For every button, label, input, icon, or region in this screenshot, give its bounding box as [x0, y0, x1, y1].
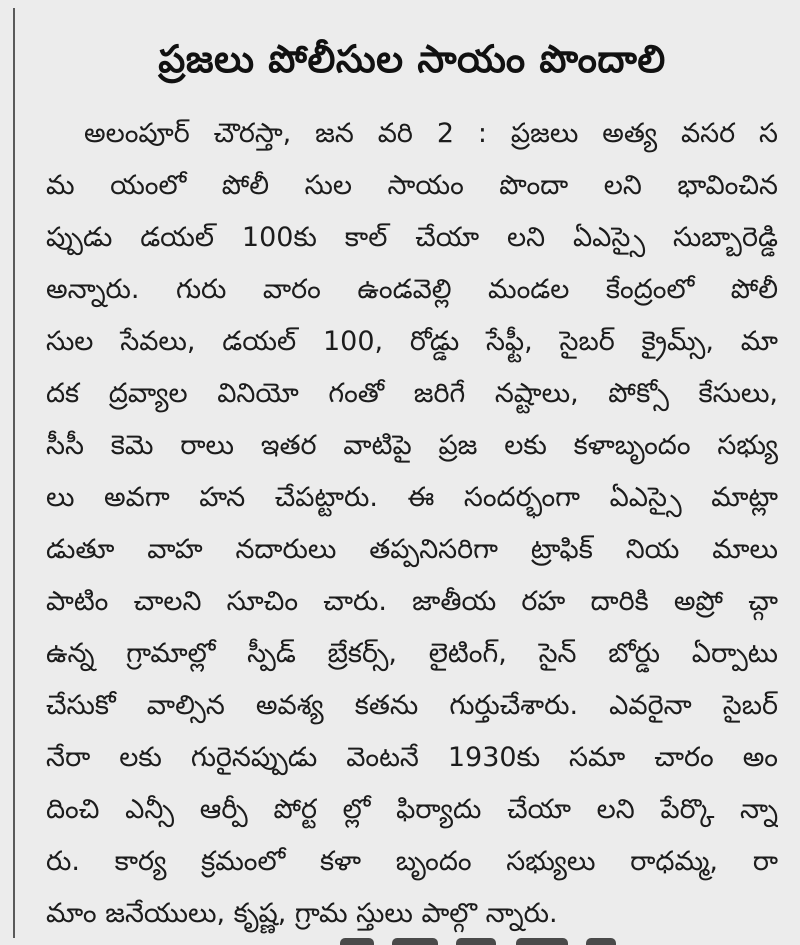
- article-line: ప్పుడు డయల్ 100కు కాల్ చేయా లని ఏఎస్సై సుబ్బారెడ్డి: [46, 222, 778, 253]
- article-line: మాం జనేయులు, కృష్ణ, గ్రామ స్తులు పాల్గొ న్నారు.: [46, 898, 558, 929]
- article-line: చేసుకో వాల్సిన అవశ్య కతను గుర్తుచేశారు. ఎవరైనా సైబర్: [46, 690, 778, 721]
- article-line: లు అవగా హన చేపట్టారు. ఈ సందర్భంగా ఏఎస్సై మాట్లా: [46, 482, 778, 513]
- article-headline: ప్రజలు పోలీసుల సాయం పొందాలి: [158, 37, 666, 81]
- article-line: దక ద్రవ్యాల వినియో గంతో జరిగే నష్టాలు, పోక్సో కేసులు,: [46, 378, 778, 409]
- article-line: డుతూ వాహ నదారులు తప్పనిసరిగా ట్రాఫిక్ నియ మాలు: [46, 534, 778, 565]
- article-line: దించి ఎన్సీ ఆర్పీ పోర్ట ల్లో ఫిర్యాదు చేయా లని పేర్కొ న్నా: [46, 794, 778, 825]
- column-divider: [13, 8, 15, 938]
- article-line: అలంపూర్ చౌరస్తా, జన వరి 2 : ప్రజలు అత్య వసర స: [84, 118, 778, 149]
- article-line: రు. కార్య క్రమంలో కళా బృందం సభ్యులు రాధమ్మ, రా: [46, 846, 778, 877]
- article-line: పాటిం చాలని సూచిం చారు. జాతీయ రహ దారికి అప్రో చ్గా: [46, 586, 778, 617]
- article-body: [46, 108, 778, 940]
- article-line: సీసీ కెమె రాలు ఇతర వాటిపై ప్రజ లకు కళాబృందం సభ్యు: [46, 430, 778, 461]
- article-line: ఉన్న గ్రామాల్లో స్పీడ్ బ్రేకర్స్, లైటింగ్, సైన్ బోర్డు ఏర్పాటు: [46, 638, 778, 669]
- news-article: [46, 0, 778, 945]
- article-line: అన్నారు. గురు వారం ఉండవెల్లి మండల కేంద్రంలో పోలీ: [46, 274, 778, 305]
- article-line: మ యంలో పోలీ సుల సాయం పొందా లని భావించిన: [46, 170, 778, 201]
- article-line: సుల సేవలు, డయల్ 100, రోడ్డు సేఫ్టీ, సైబర్ క్రైమ్స్, మా: [46, 326, 778, 357]
- cropped-next-article-fragment: [330, 932, 630, 945]
- article-line: నేరా లకు గురైనప్పుడు వెంటనే 1930కు సమా చారం అం: [46, 742, 778, 773]
